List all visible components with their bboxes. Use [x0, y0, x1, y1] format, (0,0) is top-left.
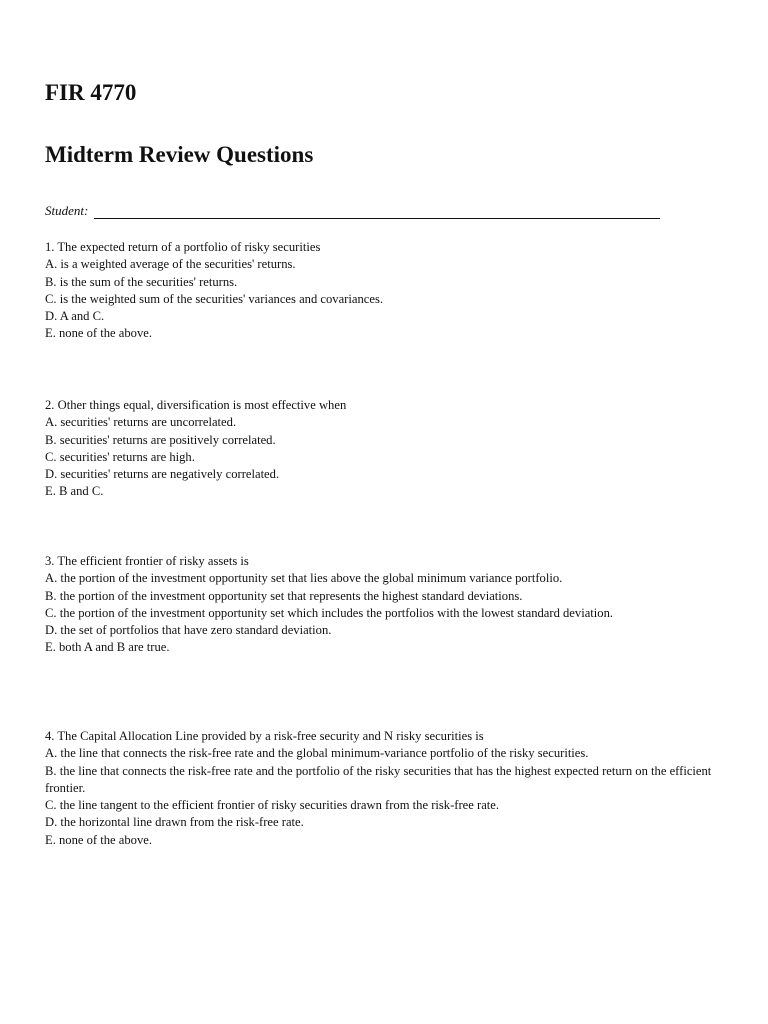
answer-option-e: E. none of the above. [45, 832, 153, 847]
answer-option-c: C. securities' returns are high. [45, 449, 195, 464]
answer-option-d: D. A and C. [45, 309, 105, 324]
answer-option-b: B. the line that connects the risk-free rate and the portfolio of the risky securities that has the highest expected return on the efficient frontier. [45, 763, 712, 795]
answer-option-c: C. is the weighted sum of the securities' variances and covariances. [45, 291, 383, 306]
answer-option-a: A. securities' returns are uncorrelated. [45, 415, 237, 430]
question-4 [45, 728, 725, 849]
question-stem: 3. The efficient frontier of risky assets is [45, 554, 249, 568]
answer-option-a: A. the line that connects the risk-free rate and the global minimum-variance portfolio of the risky securities. [45, 746, 589, 761]
answer-option-d: D. the horizontal line drawn from the risk-free rate. [45, 815, 304, 830]
answer-option-b: B. the portion of the investment opportunity set that represents the highest standard deviations. [45, 588, 523, 603]
question-stem: 2. Other things equal, diversification is most effective when [45, 398, 347, 412]
answer-option-e: E. B and C. [45, 484, 104, 499]
answer-option-a: A. is a weighted average of the securities' returns. [45, 257, 296, 272]
answer-option-c: C. the line tangent to the efficient frontier of risky securities drawn from the risk-free rate. [45, 798, 500, 813]
page-title: Midterm Review Questions [45, 142, 314, 167]
answer-option-a: A. the portion of the investment opportunity set that lies above the global minimum variance portfolio. [45, 571, 563, 586]
question-stem: 4. The Capital Allocation Line provided by a risk-free security and N risky securities is [45, 729, 484, 743]
course-title: FIR 4770 [45, 80, 137, 105]
student-label: Student: [45, 203, 89, 218]
question-2 [45, 397, 725, 501]
question-3 [45, 553, 725, 657]
question-stem: 1. The expected return of a portfolio of risky securities [45, 240, 321, 254]
answer-option-e: E. none of the above. [45, 326, 153, 341]
answer-option-b: B. securities' returns are positively correlated. [45, 432, 276, 447]
answer-option-c: C. the portion of the investment opportunity set which includes the portfolios with the lowest standard deviation. [45, 605, 614, 620]
question-1 [45, 239, 725, 343]
student-field [45, 203, 660, 219]
answer-option-b: B. is the sum of the securities' returns. [45, 274, 238, 289]
answer-option-e: E. both A and B are true. [45, 640, 170, 655]
student-name-blank [94, 205, 660, 219]
answer-option-d: D. the set of portfolios that have zero standard deviation. [45, 623, 332, 638]
answer-option-d: D. securities' returns are negatively correlated. [45, 467, 280, 482]
